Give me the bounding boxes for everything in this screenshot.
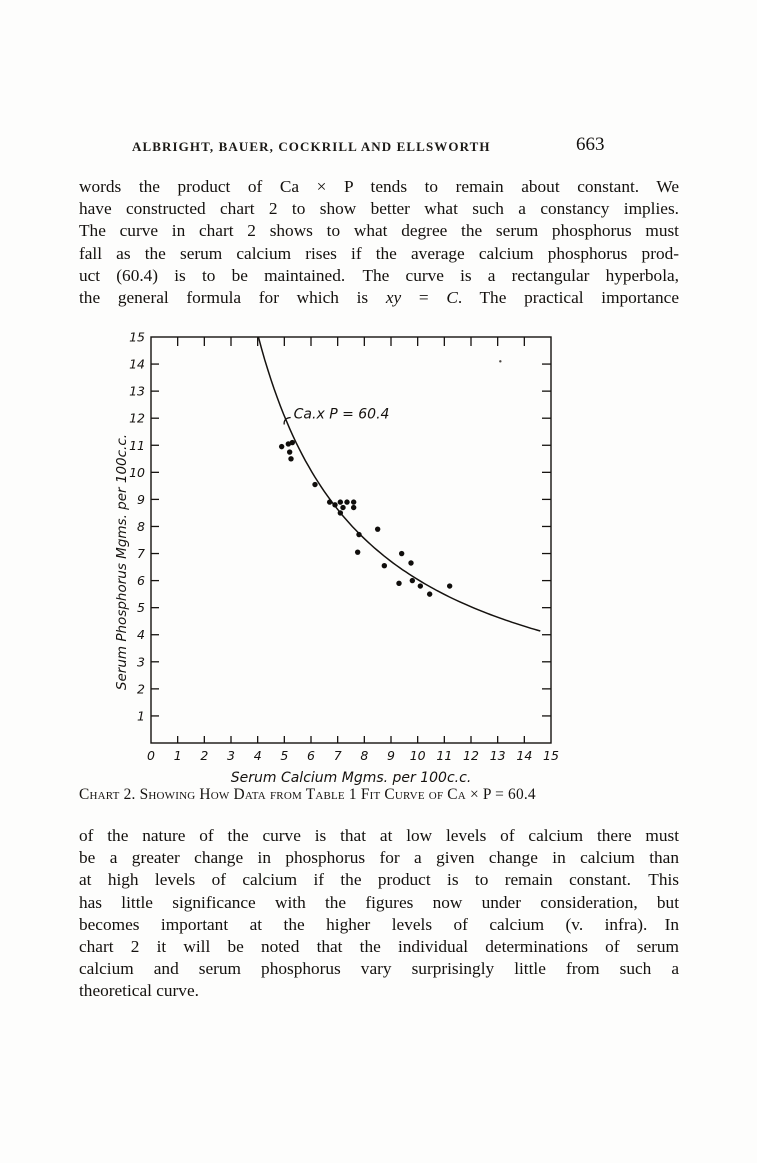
svg-text:1: 1: [173, 748, 182, 763]
x-axis-title: Serum Calcium Mgms. per 100c.c.: [230, 770, 472, 785]
data-point: [355, 549, 360, 554]
data-point: [344, 499, 349, 504]
chart-caption: Chart 2. Showing How Data from Table 1 Fit Curve of Ca × P = 60.4: [79, 786, 536, 803]
text-line: theoretical curve.: [79, 981, 199, 1001]
data-point: [287, 449, 292, 454]
svg-text:10: 10: [409, 748, 426, 763]
text-line: has little significance with the figures now under consideration, but: [79, 892, 679, 912]
data-point: [418, 583, 423, 588]
data-point: [356, 532, 361, 537]
paragraph-2: [79, 825, 679, 1003]
svg-text:10: 10: [129, 464, 145, 480]
svg-text:12: 12: [129, 410, 145, 426]
text-segment: the general formula for which is: [79, 287, 386, 307]
data-point: [332, 502, 337, 507]
svg-text:12: 12: [463, 748, 479, 763]
text-segment: =: [401, 287, 447, 307]
svg-text:14: 14: [129, 356, 145, 372]
curve-label: Ca.x P = 60.4: [293, 406, 390, 423]
data-point: [447, 583, 452, 588]
svg-text:5: 5: [137, 600, 145, 616]
svg-text:9: 9: [137, 491, 145, 507]
svg-text:1: 1: [137, 708, 145, 724]
data-point: [338, 499, 343, 504]
text-line: [79, 287, 679, 309]
text-segment-italic: xy: [385, 287, 402, 307]
data-point: [427, 591, 432, 596]
svg-text:8: 8: [360, 748, 369, 763]
svg-text:11: 11: [436, 748, 453, 763]
svg-text:4: 4: [253, 748, 262, 763]
y-axis-title: Serum Phosphorus Mgms. per 100c.c.: [114, 433, 130, 691]
data-point: [290, 440, 295, 445]
text-line: fall as the serum calcium rises if the average calcium phosphorus prod-: [79, 243, 679, 263]
text-line: calcium and serum phosphorus vary surprisingly little from such a: [79, 959, 679, 979]
svg-text:11: 11: [129, 437, 145, 453]
data-point: [327, 499, 332, 504]
data-points: [279, 440, 452, 597]
text-line: at high levels of calcium if the product is to remain constant. This: [79, 870, 679, 890]
data-point: [288, 456, 293, 461]
svg-text:3: 3: [227, 748, 235, 763]
data-point: [396, 581, 401, 586]
text-segment-italic: C: [446, 287, 458, 307]
svg-text:13: 13: [489, 748, 506, 763]
data-point: [351, 499, 356, 504]
data-point: [279, 444, 284, 449]
svg-text:7: 7: [137, 546, 145, 562]
svg-text:15: 15: [543, 748, 559, 763]
text-line: uct (60.4) is to be maintained. The curve is a rectangular hyperbola,: [79, 265, 679, 285]
text-line: have constructed chart 2 to show better what such a constancy implies.: [79, 199, 679, 219]
svg-text:5: 5: [280, 748, 289, 763]
svg-text:2: 2: [200, 748, 209, 763]
svg-text:6: 6: [137, 573, 145, 589]
text-line: of the nature of the curve is that at low levels of calcium there must: [79, 826, 679, 845]
x-tick-labels: [147, 748, 559, 763]
data-point: [399, 551, 404, 556]
data-point: [351, 505, 356, 510]
scan-speck: [499, 360, 501, 362]
page-number: 663: [576, 134, 605, 155]
svg-text:2: 2: [137, 681, 145, 697]
text-line: chart 2 it will be noted that the individual determinations of serum: [79, 936, 679, 956]
svg-text:4: 4: [137, 627, 145, 643]
text-segment: . The practical importance: [457, 287, 679, 307]
svg-text:13: 13: [129, 383, 145, 399]
text-line: becomes important at the higher levels of calcium (v. infra). In: [79, 914, 679, 934]
svg-text:0: 0: [147, 748, 155, 763]
hyperbola-curve: [259, 337, 541, 631]
paragraph-1: [79, 176, 679, 309]
data-point: [340, 505, 345, 510]
svg-text:15: 15: [129, 330, 145, 345]
svg-text:14: 14: [516, 748, 533, 763]
data-point: [410, 578, 415, 583]
running-head: ALBRIGHT, BAUER, COCKRILL AND ELLSWORTH: [132, 139, 491, 154]
axis-ticks: [151, 337, 551, 743]
y-tick-labels: [129, 330, 145, 723]
svg-text:9: 9: [387, 748, 395, 763]
data-point: [408, 560, 413, 565]
data-point: [312, 482, 317, 487]
data-point: [375, 526, 380, 531]
data-point: [382, 563, 387, 568]
plot-frame: [151, 337, 551, 743]
chart-2-scatter-hyperbola: [95, 330, 570, 785]
svg-text:3: 3: [137, 654, 145, 670]
text-line: be a greater change in phosphorus for a given change in calcium than: [79, 848, 679, 868]
svg-text:6: 6: [307, 748, 315, 763]
svg-text:8: 8: [137, 518, 145, 534]
text-line: The curve in chart 2 shows to what degree the serum phosphorus must: [79, 221, 679, 241]
svg-text:7: 7: [333, 748, 342, 763]
data-point: [338, 510, 343, 515]
text-line: words the product of Ca × P tends to remain about constant. We: [79, 177, 679, 196]
